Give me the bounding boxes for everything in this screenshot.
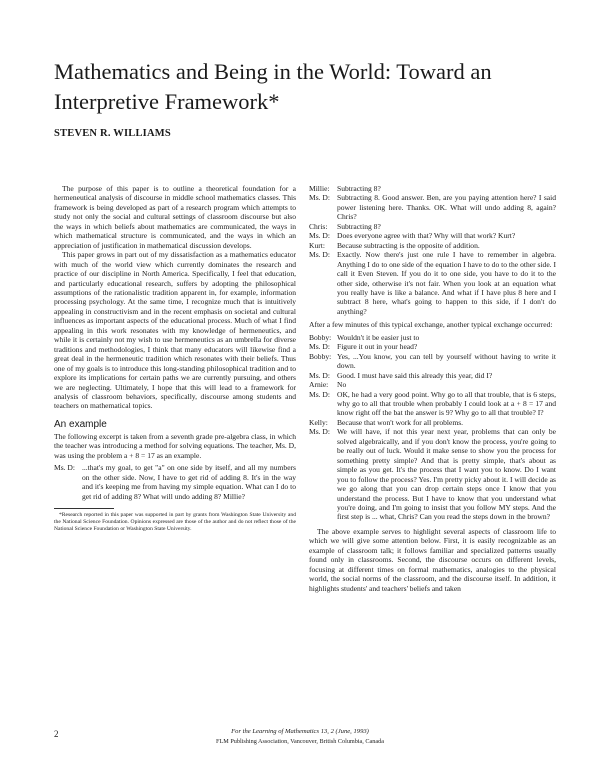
dialogue-text: ...that's my goal, to get "a" on one side by itself, and all my numbers on the other side. Now, I have to get rid of adding 8. It's in the way and it's keeping me from having my simple equation. What can I do to get rid of adding 8? What will undo adding 8? Millie? xyxy=(82,463,296,501)
footnote-rule xyxy=(54,508,114,509)
dialogue-speaker: Chris: xyxy=(309,221,328,231)
dialogue-speaker: Arnie: xyxy=(309,380,329,390)
dialogue-line xyxy=(54,463,296,501)
dialogue-line xyxy=(309,342,556,351)
paper-title: Mathematics and Being in the World: Toward an Interpretive Framework* xyxy=(54,59,492,114)
dialogue-speaker: Ms. D: xyxy=(309,389,330,399)
footer-journal: For the Learning of Mathematics 13, 2 (June, 1993) xyxy=(231,728,369,735)
dialogue-line xyxy=(309,418,556,427)
dialogue-text: Does everyone agree with that? Why will that work? Kurt? xyxy=(337,231,516,241)
dialogue-speaker: Bobby: xyxy=(309,332,332,342)
dialogue-line xyxy=(309,193,556,221)
dialogue-speaker: Ms. D: xyxy=(54,463,75,473)
dialogue-text: Exactly. Now there's just one rule I have to remember in algebra. Anything I do to one side of the equation I have to do to the other side. I call it Even Steven. If you do it to one side, you have to do it to the other side, otherwise it's not fair. When you look at an equation what you really have is like a balance. And what if I have plus 8 here and I subtract 8 here, what's going to happen to this side, if I don't do anything? xyxy=(337,250,556,316)
dialogue-block-1 xyxy=(309,184,556,316)
body-paragraph: The purpose of this paper is to outline a theoretical foundation for a hermeneutical analysis of discourse in middle school mathematics classes. This framework is being developed as part of a research program which attempts to study not only the social and cultural settings of classroom discourse but also the ways in which beliefs about mathematics are communicated, the ways in which mathematical structure is communicated, and the ways in which an appreciation of justification in mathematical discussion develops. xyxy=(54,184,296,250)
dialogue-speaker: Ms. D: xyxy=(309,342,330,352)
dialogue-speaker: Ms. D: xyxy=(309,250,330,260)
dialogue-text: Subtracting 8? xyxy=(337,221,381,231)
dialogue-text: Wouldn't it be easier just to xyxy=(337,332,420,342)
dialogue-line xyxy=(309,390,556,418)
dialogue-line xyxy=(309,333,556,342)
dialogue-text: OK, he had a very good point. Why go to all that trouble, that is 6 steps, why go to all that trouble when probably I could look at a + 8 = 17 and know right off the bat the answer is 9? Why go to all that trouble? I? xyxy=(337,389,556,418)
closing-paragraph: The above example serves to highlight several aspects of classroom life to which we will give some attention below. First, it is easily recognizable as an example of classroom talk; it follows familiar and specialized patterns usually found only in classrooms. Second, the discourse occurs on different levels, focusing at different times on formal mathematics, analogies to the physical world, the social norms of the classroom, and the discourse itself. In addition, it highlights students' and teachers' beliefs and taken xyxy=(309,526,556,593)
dialogue-line xyxy=(309,371,556,380)
dialogue-text: Subtracting 8. Good answer. Ben, are you paying attention here? I said power listening here. Thanks. OK. What will undo adding 8, again? Chris? xyxy=(337,193,556,222)
dialogue-text: Because subtracting is the opposite of addition. xyxy=(337,240,480,250)
body-paragraph: This paper grows in part out of my dissatisfaction as a mathematics educator with much of the world view which currently dominates the research and practice of our discipline in North America. Specifically, I feel that education, and particularly educational research, suffers by adopting the philosophical assumptions of the rationalistic tradition apparent in, for example, information processing psychology. At the same time, I recognize much that is intuitively appealing in constructivism and in the recent emphasis on societal and cultural influences as important aspects of the educational process. Much of what I find appealing in this work resonates with my knowledge of hermeneutics, and while it is certainly not my wish to use hermeneutics as an umbrella for diverse traditions and methodologies, I think that many educators will likewise find a great deal in the hermeneutic tradition which resonates with their beliefs. Thus one of my goals is to introduce this long-standing philosophical tradition and to explore its implications for certain paths we are currently pursuing, and others we are neglecting. Ultimately, I hope that this will lead to a framework for analysis of classroom behaviors, specifically, discourse among students and teachers on mathematical topics. xyxy=(54,250,296,411)
dialogue-text: Subtracting 8? xyxy=(337,184,381,193)
dialogue-line xyxy=(309,222,556,231)
transition-paragraph: After a few minutes of this typical exchange, another typical exchange occurred: xyxy=(309,320,553,330)
dialogue-text: Figure it out in your head? xyxy=(337,342,418,352)
dialogue-line xyxy=(309,380,556,389)
dialogue-text: We will have, if not this year next year, problems that can only be solved algebraically, and if you don't know the process, you're going to be really out of luck. Would it make sense to show you the process for something pretty simple? And that is pretty simple, that's about as simple as you get. It's the process that I want you to know. Do I want you to follow the process? Yes. I'm pretty picky about it. I will decide as we go along that you can drop certain steps once I know that you understand the process. But I have to know that you understand what you're doing, and I'm going to insist that you follow MY steps. And the first step is ... what, Chris? Can you read the steps down in the brown? xyxy=(337,427,556,522)
dialogue-text: Because that won't work for all problems. xyxy=(337,417,464,427)
dialogue-line xyxy=(309,241,556,250)
dialogue-text: Yes, ...You know, you can tell by yourself without having to write it down. xyxy=(337,351,556,371)
dialogue-speaker: Kurt: xyxy=(309,240,325,250)
dialogue-speaker: Ms. D: xyxy=(309,370,330,380)
section-heading-example: An example xyxy=(54,418,107,430)
footer-publisher: FLM Publishing Association, Vancouver, British Columbia, Canada xyxy=(216,738,384,745)
dialogue-line xyxy=(309,250,556,316)
dialogue-block-2 xyxy=(309,333,556,522)
dialogue-line xyxy=(309,352,556,371)
dialogue-speaker: Ms. D: xyxy=(309,231,330,241)
dialogue-line xyxy=(309,427,556,522)
dialogue-speaker: Millie: xyxy=(309,184,330,193)
example-intro-paragraph: The following excerpt is taken from a seventh grade pre-algebra class, in which the teacher was introducing a method for solving equations. The teacher, Ms. D, was using the problem a + 8 = 17 as an example. xyxy=(54,431,296,460)
dialogue-text: No xyxy=(337,380,347,390)
author-name: STEVEN R. WILLIAMS xyxy=(54,128,171,139)
dialogue-text: Good. I must have said this already this year, did I? xyxy=(337,370,493,380)
dialogue-speaker: Kelly: xyxy=(309,417,328,427)
left-column xyxy=(54,184,296,533)
footnote: *Research reported in this paper was supported in part by grants from Washington State University and the National Science Foundation. Opinions expressed are those of the author and do not reflect those of the National Science Foundation or Washington State University. xyxy=(54,512,296,533)
right-column xyxy=(309,184,556,593)
dialogue-speaker: Ms. D: xyxy=(309,427,330,437)
dialogue-line xyxy=(309,184,556,193)
dialogue-speaker: Ms. D: xyxy=(309,193,330,203)
page-number: 2 xyxy=(54,729,59,739)
dialogue-speaker: Bobby: xyxy=(309,351,332,361)
dialogue-line xyxy=(309,231,556,240)
